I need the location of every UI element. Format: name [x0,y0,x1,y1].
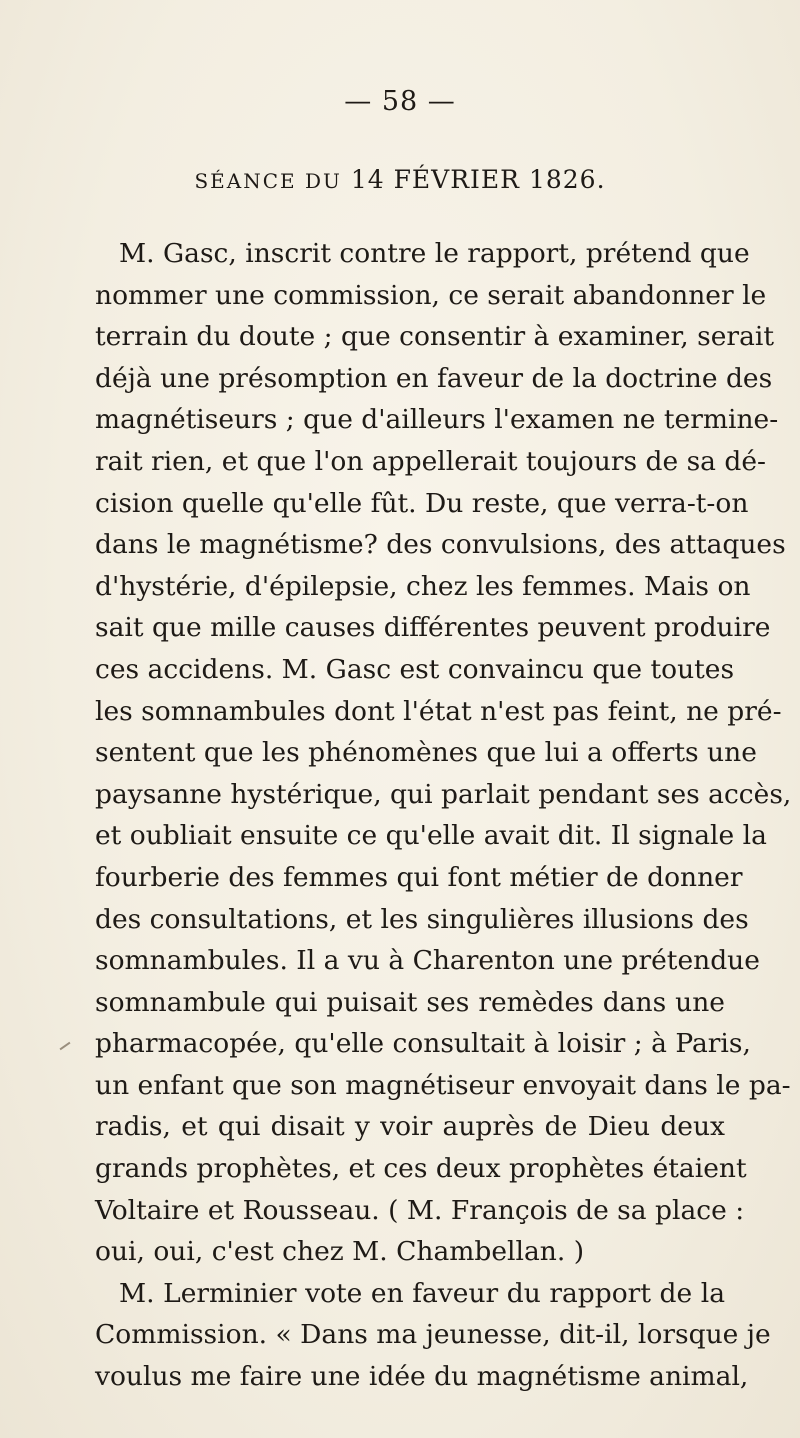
text-line: magnétiseurs ; que d'ailleurs l'examen ne termine- [95,404,779,436]
text-line: dans le magnétisme? des convulsions, des attaques [95,529,786,561]
text-line: sentent que les phénomènes que lui a offerts une [95,737,757,769]
text-line: M. Gasc, inscrit contre le rapport, prétend que [119,238,750,269]
text-line: voulus me faire une idée du magnétisme animal, [95,1361,749,1393]
text-line: oui, oui, c'est chez M. Chambellan. ) [95,1236,585,1268]
heading-label: SÉANCE DU [194,169,342,193]
margin-pencil-mark [60,1042,71,1051]
text-line: déjà une présomption en faveur de la doctrine des [95,362,773,394]
text-line: sait que mille causes différentes peuvent produire [95,612,771,644]
body-text [95,233,792,1398]
text-line: somnambules. Il a vu à Charenton une prétendue [95,945,760,977]
text-line: pharmacopée, qu'elle consultait à loisir ; à Paris, [95,1028,751,1060]
text-line: terrain du doute ; que consentir à examiner, serait [95,321,775,353]
text-line: cision quelle qu'elle fût. Du reste, que verra-t-on [95,487,749,519]
text-line: grands prophètes, et ces deux prophètes étaient [95,1153,747,1185]
heading-date: 14 FÉVRIER 1826. [350,165,606,194]
text-line: M. Lerminier vote en faveur du rapport de la [119,1277,725,1309]
text-line: ces accidens. M. Gasc est convaincu que toutes [95,653,735,685]
text-line: les somnambules dont l'état n'est pas feint, ne pré- [95,695,782,727]
text-line: somnambule qui puisait ses remèdes dans une [95,986,725,1018]
text-line: un enfant que son magnétiseur envoyait dans le pa- [95,1069,791,1101]
text-line: Commission. « Dans ma jeunesse, dit-il, lorsque je [95,1319,771,1351]
page-number: — 58 — [344,86,456,117]
text-line: Voltaire et Rousseau. ( M. François de sa place : [95,1194,745,1226]
text-line: des consultations, et les singulières illusions des [95,903,749,935]
text-line: radis, et qui disait y voir auprès de Dieu deux [95,1111,725,1143]
text-line: et oubliait ensuite ce qu'elle avait dit. Il signale la [95,820,767,852]
session-heading [0,165,800,194]
text-line: d'hystérie, d'épilepsie, chez les femmes. Mais on [95,570,751,602]
text-line: paysanne hystérique, qui parlait pendant ses accès, [95,778,792,810]
text-line: rait rien, et que l'on appellerait toujours de sa dé- [95,445,767,477]
text-line: nommer une commission, ce serait abandonner le [95,279,767,311]
text-line: fourberie des femmes qui font métier de donner [95,861,743,893]
